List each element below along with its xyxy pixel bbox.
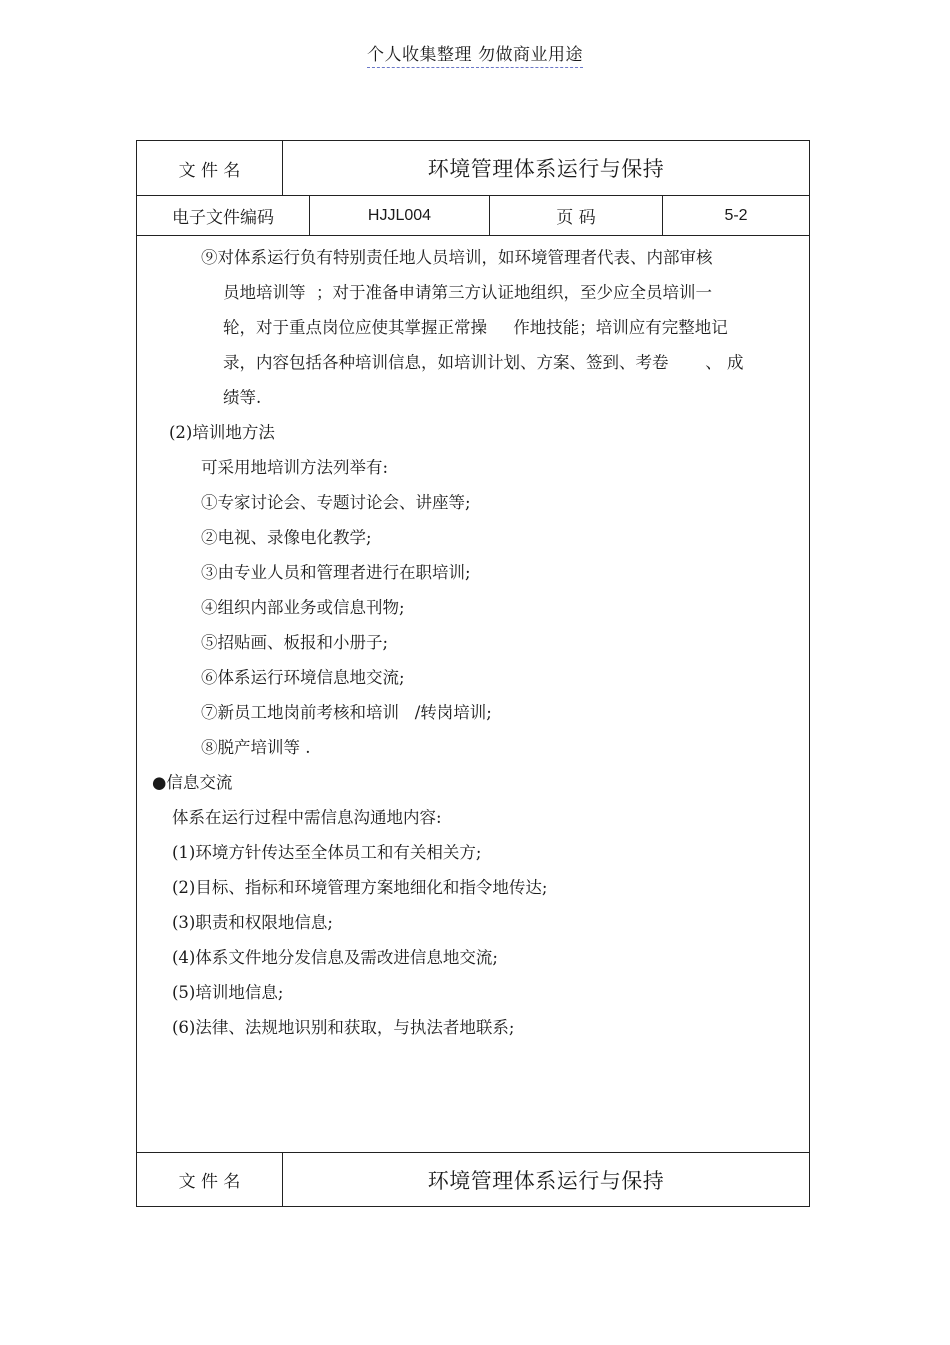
watermark	[0, 40, 950, 65]
content-line: ②电视、录像电化教学;	[201, 528, 372, 547]
page-label: 页 码	[489, 196, 662, 235]
content-body	[137, 236, 809, 1152]
section-heading: ●信息交流	[152, 773, 233, 792]
content-line: (5)培训地信息;	[172, 983, 284, 1002]
document-form	[136, 140, 810, 1207]
content-line: 员地培训等 ；对于准备申请第三方认证地组织，至少应全员培训一	[223, 283, 712, 302]
content-line: ⑧脱产培训等 .	[201, 738, 311, 757]
content-line: ①专家讨论会、专题讨论会、讲座等;	[201, 493, 471, 512]
code-label: 电子文件编码	[172, 208, 274, 228]
content-line: (3)职责和权限地信息;	[172, 913, 333, 932]
file-name-label: 文 件 名	[178, 160, 241, 181]
footer-title-row	[137, 1152, 809, 1206]
content-line: 体系在运行过程中需信息沟通地内容:	[172, 808, 442, 827]
content-line: ⑨对体系运行负有特别责任地人员培训，如环境管理者代表、内部审核	[201, 248, 713, 267]
page-value: 5-2	[662, 196, 809, 235]
footer-file-title: 环境管理体系运行与保持	[282, 1153, 809, 1206]
content-line: ⑤招贴画、板报和小册子;	[201, 633, 389, 652]
header-title-row	[137, 141, 809, 196]
content-line: (2)培训地方法	[169, 423, 275, 442]
watermark-text: 个人收集整理 勿做商业用途	[367, 45, 583, 68]
header-meta-row	[137, 196, 809, 236]
content-line: ③由专业人员和管理者进行在职培训;	[201, 563, 471, 582]
footer-file-name-label: 文 件 名	[178, 1172, 241, 1192]
content-line: (1)环境方针传达至全体员工和有关相关方;	[172, 843, 482, 862]
content-line: 绩等.	[223, 388, 262, 407]
content-line: 录，内容包括各种培训信息，如培训计划、方案、签到、考卷 、 成	[223, 353, 744, 372]
content-line: ④组织内部业务或信息刊物;	[201, 598, 405, 617]
content-line: 轮，对于重点岗位应使其掌握正常操 作地技能；培训应有完整地记	[223, 318, 728, 337]
code-value: HJJL004	[309, 196, 489, 235]
content-line: (2)目标、指标和环境管理方案地细化和指令地传达;	[172, 878, 548, 897]
content-line: ⑦新员工地岗前考核和培训 /转岗培训;	[201, 703, 492, 722]
content-line: (4)体系文件地分发信息及需改进信息地交流;	[172, 948, 498, 967]
content-line: (6)法律、法规地识别和获取，与执法者地联系;	[172, 1018, 515, 1037]
content-line: ⑥体系运行环境信息地交流;	[201, 668, 405, 687]
content-line: 可采用地培训方法列举有:	[201, 458, 389, 477]
file-title: 环境管理体系运行与保持	[282, 141, 809, 195]
